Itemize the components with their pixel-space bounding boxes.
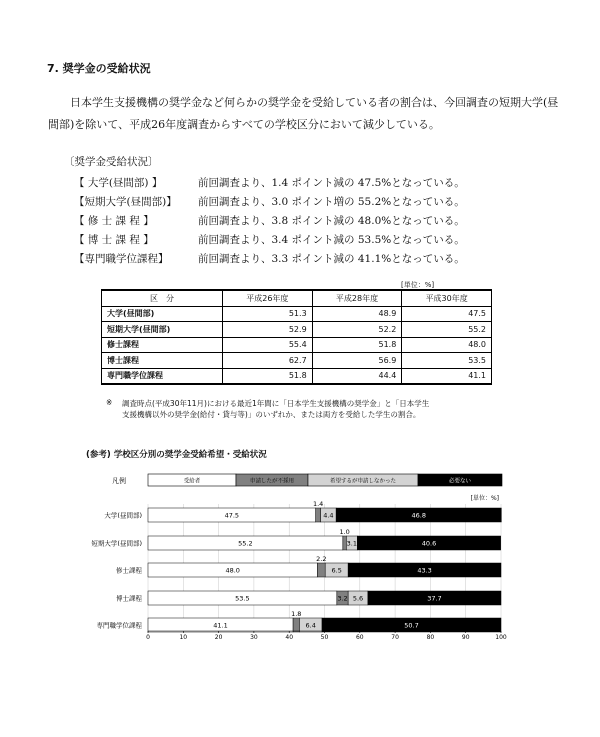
stat-category: 【短期大学(昼間部)】 [74, 196, 177, 208]
summary-paragraph: 日本学生支援機構の奨学金など何らかの奨学金を受給している者の割合は、今回調査の短期大学(昼間部)を除いて、平成26年度調査からすべての学校区分において減少している。 [48, 96, 559, 131]
data-label: 40.6 [421, 539, 437, 548]
table-cell: 51.8 [223, 368, 313, 384]
table-header-cell: 区 分 [102, 290, 223, 306]
category-label: 大学(昼間部) [104, 511, 142, 520]
table-cell: 51.3 [223, 306, 313, 322]
data-label: 4.4 [323, 511, 334, 520]
data-label: 46.8 [411, 511, 426, 520]
table-cell: 52.2 [312, 322, 402, 338]
data-label: 3.1 [346, 539, 358, 548]
legend-label: 希望するが申請しなかった [329, 478, 397, 485]
data-label: 6.4 [305, 621, 316, 630]
table-row [102, 368, 492, 384]
scholarship-table [101, 289, 492, 385]
table-cell: 44.4 [312, 368, 402, 384]
stat-text: 前回調査より、1.4 ポイント減の 47.5%となっている。 [198, 177, 465, 189]
legend-label: 必要ない [448, 478, 472, 485]
stat-text: 前回調査より、3.3 ポイント減の 41.1%となっている。 [198, 253, 465, 265]
x-tick-label: 50 [320, 634, 329, 640]
table-header-cell: 平成26年度 [223, 290, 313, 306]
table-cell: 47.5 [402, 306, 492, 322]
table-row [102, 322, 492, 338]
subheading: 〔奨学金受給状況〕 [64, 156, 159, 168]
table-note: 調査時点(平成30年11月)における最近1年間に「日本学生支援機構の奨学金」と「日本学生支援機構以外の奨学金(給付・貸与等)」のいずれか、または両方を受給した学生の割合。 [122, 399, 430, 419]
data-label: 3.2 [337, 594, 348, 603]
stat-category: 【専門職学位課程】 [74, 253, 169, 265]
table-cell: 短期大学(昼間部) [102, 322, 223, 338]
stat-line [74, 251, 465, 266]
stat-category: 【 修 士 課 程 】 [74, 215, 154, 227]
table-cell: 56.9 [312, 353, 402, 369]
table-unit: [単位：%] [401, 281, 435, 289]
table-header-cell: 平成28年度 [312, 290, 402, 306]
bar-segment [293, 618, 299, 632]
chart-unit: [単位：%] [470, 495, 499, 502]
table-cell: 53.5 [402, 353, 492, 369]
category-label: 専門職学位課程 [96, 621, 142, 630]
data-label: 41.1 [213, 621, 228, 630]
legend-label: 申請したが不採用 [249, 478, 295, 485]
data-label: 37.7 [427, 594, 442, 603]
table-row [102, 337, 492, 353]
bar-segment [316, 508, 321, 522]
stacked-bar-chart [0, 460, 600, 640]
stat-line [74, 194, 465, 209]
stat-text: 前回調査より、3.0 ポイント増の 55.2%となっている。 [198, 196, 465, 208]
x-tick-label: 70 [391, 634, 399, 640]
x-tick-label: 80 [426, 634, 435, 640]
x-tick-label: 100 [495, 634, 507, 640]
table-cell: 55.2 [402, 322, 492, 338]
x-tick-label: 10 [179, 634, 188, 640]
legend-title: 凡例 [112, 477, 126, 485]
x-tick-label: 40 [285, 634, 294, 640]
category-label: 博士課程 [116, 594, 142, 603]
table-cell: 修士課程 [102, 337, 223, 353]
table-cell: 48.0 [402, 337, 492, 353]
stat-line [74, 213, 465, 228]
stat-category: 【 大学(昼間部) 】 [74, 177, 163, 189]
data-label: 48.0 [225, 566, 240, 575]
category-label: 修士課程 [116, 566, 142, 575]
note-mark: ※ [106, 398, 113, 407]
x-tick-label: 30 [250, 634, 258, 640]
data-label: 50.7 [404, 621, 419, 630]
table-row [102, 306, 492, 322]
table-header-row [102, 290, 492, 306]
x-tick-label: 20 [214, 634, 223, 640]
data-label: 1.8 [291, 610, 302, 618]
table-cell: 52.9 [223, 322, 313, 338]
x-tick-label: 60 [355, 634, 364, 640]
stat-line [74, 232, 465, 247]
data-label: 1.0 [339, 528, 350, 536]
data-label: 55.2 [238, 539, 253, 548]
table-cell: 大学(昼間部) [102, 306, 223, 322]
table-cell: 48.9 [312, 306, 402, 322]
section-heading: 7. 奨学金の受給状況 [47, 62, 151, 75]
legend-label: 受給者 [183, 478, 201, 485]
table-cell: 51.8 [312, 337, 402, 353]
x-tick-label: 90 [461, 634, 470, 640]
table-cell: 専門職学位課程 [102, 368, 223, 384]
data-label: 43.3 [417, 566, 432, 575]
table-cell: 62.7 [223, 353, 313, 369]
table-row [102, 353, 492, 369]
data-label: 47.5 [224, 511, 240, 520]
stat-category: 【 博 士 課 程 】 [74, 234, 154, 246]
data-label: 53.5 [235, 594, 250, 603]
stat-text: 前回調査より、3.8 ポイント減の 48.0%となっている。 [198, 215, 465, 227]
data-label: 1.4 [312, 500, 324, 508]
chart-title: (参考) 学校区分別の奨学金受給希望・受給状況 [86, 450, 267, 460]
x-tick-label: 0 [146, 634, 150, 640]
bar-segment [317, 563, 325, 577]
data-label: 2.2 [316, 555, 327, 563]
category-label: 短期大学(昼間部) [91, 539, 142, 548]
data-label: 5.6 [352, 594, 364, 603]
stat-text: 前回調査より、3.4 ポイント減の 53.5%となっている。 [198, 234, 465, 246]
table-cell: 博士課程 [102, 353, 223, 369]
data-label: 6.5 [331, 566, 342, 575]
stat-line [74, 175, 465, 190]
table-cell: 55.4 [223, 337, 313, 353]
table-header-cell: 平成30年度 [402, 290, 492, 306]
table-cell: 41.1 [402, 368, 492, 384]
